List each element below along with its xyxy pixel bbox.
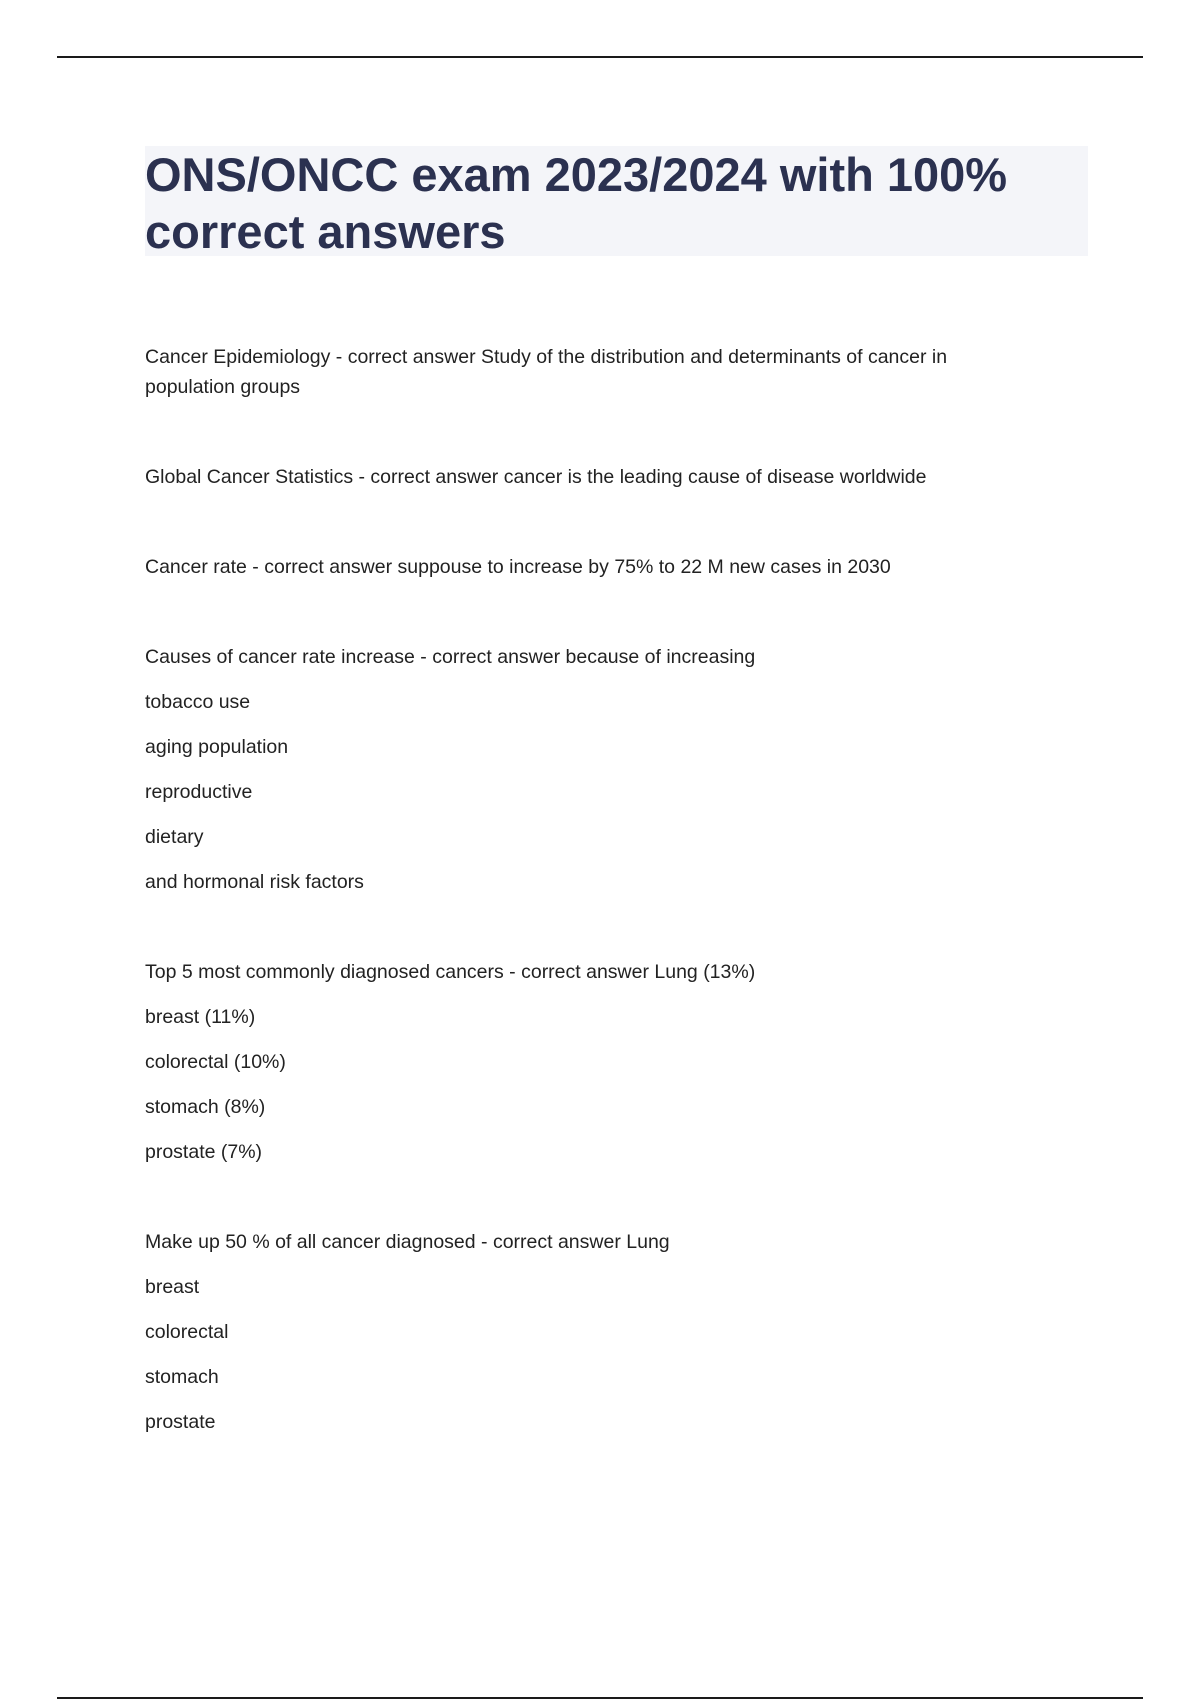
qa-question-line bbox=[145, 642, 1045, 672]
qa-list-item: prostate (7%) bbox=[145, 1141, 263, 1163]
qa-term: Cancer Epidemiology - bbox=[145, 346, 348, 368]
qa-term: Make up 50 % of all cancer diagnosed - bbox=[145, 1231, 493, 1253]
qa-list-item: and hormonal risk factors bbox=[145, 871, 364, 893]
qa-answer: suppouse to increase by 75% to 22 M new cases in 2030 bbox=[397, 556, 891, 578]
qa-marker: correct answer bbox=[347, 346, 476, 368]
qa-answer: cancer is the leading cause of disease worldwide bbox=[503, 466, 927, 488]
qa-list-item: colorectal bbox=[145, 1321, 229, 1343]
qa-question-line bbox=[145, 957, 1045, 987]
qa-marker: correct answer bbox=[432, 646, 561, 668]
top-rule bbox=[57, 56, 1143, 58]
qa-marker: correct answer bbox=[264, 556, 393, 578]
qa-question-line bbox=[145, 1227, 1045, 1257]
qa-list-item: breast (11%) bbox=[145, 1006, 256, 1028]
qa-answer: because of increasing bbox=[565, 646, 756, 668]
qa-answer: Study of the distribution and determinants of cancer in bbox=[480, 346, 948, 368]
qa-entry bbox=[145, 462, 1045, 492]
qa-answer: Lung bbox=[626, 1231, 670, 1253]
qa-marker: correct answer bbox=[492, 1231, 621, 1253]
qa-term: Causes of cancer rate increase - bbox=[145, 646, 433, 668]
qa-list-item: colorectal (10%) bbox=[145, 1051, 286, 1073]
qa-entry bbox=[145, 342, 1045, 402]
qa-term: Cancer rate - bbox=[145, 556, 265, 578]
qa-term: Top 5 most commonly diagnosed cancers - bbox=[145, 961, 522, 983]
qa-entry bbox=[145, 642, 1045, 897]
qa-question-line bbox=[145, 552, 1045, 582]
bottom-rule bbox=[57, 1697, 1143, 1699]
qa-list-item: stomach bbox=[145, 1366, 219, 1388]
qa-question-line bbox=[145, 342, 1045, 372]
qa-entry bbox=[145, 957, 1045, 1167]
qa-entry bbox=[145, 1227, 1045, 1437]
qa-answer-continued: population groups bbox=[145, 376, 301, 398]
qa-list-item: prostate bbox=[145, 1411, 216, 1433]
qa-marker: correct answer bbox=[521, 961, 649, 983]
document-body bbox=[145, 342, 1045, 1437]
qa-question-line bbox=[145, 462, 1045, 492]
qa-list-item: dietary bbox=[145, 826, 204, 848]
qa-list-item: reproductive bbox=[145, 781, 253, 803]
qa-list-item: aging population bbox=[145, 736, 289, 758]
document-title: ONS/ONCC exam 2023/2024 with 100% correct answers bbox=[145, 148, 1008, 258]
title-banner bbox=[145, 146, 1088, 256]
qa-marker: correct answer bbox=[370, 466, 499, 488]
qa-list-item: tobacco use bbox=[145, 691, 251, 713]
qa-list-item: breast bbox=[145, 1276, 200, 1298]
qa-answer: Lung (13%) bbox=[654, 961, 756, 983]
qa-list-item: stomach (8%) bbox=[145, 1096, 266, 1118]
qa-term: Global Cancer Statistics - bbox=[145, 466, 371, 488]
qa-entry bbox=[145, 552, 1045, 582]
